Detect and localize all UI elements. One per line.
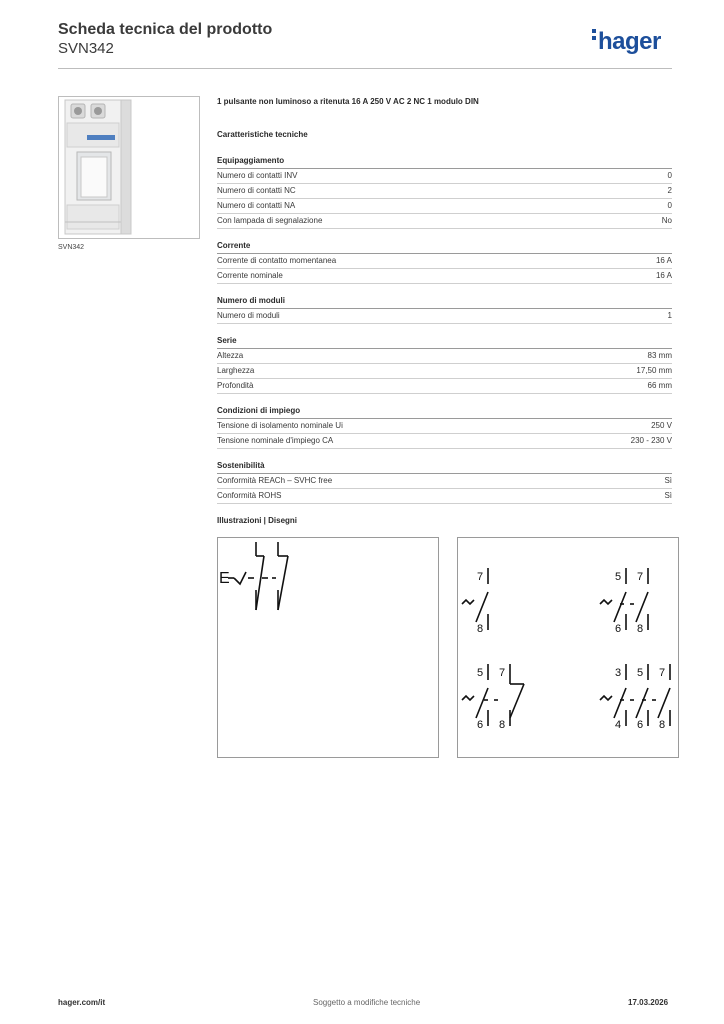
pushbutton-symbol-icon — [218, 538, 438, 757]
product-description: 1 pulsante non luminoso a ritenuta 16 A 250 V AC 2 NC 1 modulo DIN — [217, 97, 479, 106]
spec-group-title: Equipaggiamento — [217, 154, 672, 169]
spec-label: Numero di contatti NA — [217, 201, 296, 210]
spec-row — [217, 309, 672, 324]
terminal-label: 5 — [615, 571, 622, 583]
spec-row — [217, 364, 672, 379]
spec-label: Larghezza — [217, 366, 255, 375]
contact-diagrams — [457, 537, 679, 758]
spec-value: No — [661, 216, 672, 225]
spec-label: Conformità REACh – SVHC free — [217, 476, 333, 485]
terminal-label: 8 — [659, 719, 666, 731]
specs-heading: Caratteristiche tecniche — [217, 130, 308, 139]
spec-row — [217, 184, 672, 199]
spec-label: Numero di moduli — [217, 311, 280, 320]
terminal-label: 5 — [477, 667, 484, 679]
spec-value: 230 - 230 V — [630, 436, 672, 445]
spec-row — [217, 419, 672, 434]
spec-label: Numero di contatti NC — [217, 186, 296, 195]
footer-note: Soggetto a modifiche tecniche — [313, 998, 421, 1007]
terminal-label: 5 — [637, 667, 644, 679]
spec-label: Altezza — [217, 351, 244, 360]
spec-table — [217, 154, 672, 504]
spec-value: 16 A — [655, 271, 672, 280]
symbol-diagram — [217, 537, 439, 758]
logo-text: hager — [598, 28, 661, 55]
header-divider — [58, 68, 672, 69]
spec-value: 0 — [667, 171, 672, 180]
spec-row — [217, 349, 672, 364]
modular-pushbutton-icon — [59, 97, 199, 238]
image-caption: SVN342 — [58, 244, 85, 251]
spec-value: 250 V — [651, 421, 672, 430]
spec-row — [217, 214, 672, 229]
terminal-label: 7 — [499, 667, 506, 679]
spec-value: Sì — [664, 476, 672, 485]
spec-label: Tensione nominale d'impiego CA — [217, 436, 334, 445]
spec-group-title: Sostenibilità — [217, 459, 672, 474]
spec-row — [217, 489, 672, 504]
spec-label: Conformità ROHS — [217, 491, 282, 500]
logo-dots-icon — [592, 29, 596, 43]
spec-row — [217, 169, 672, 184]
spec-group-title: Corrente — [217, 239, 672, 254]
spec-label: Tensione di isolamento nominale Ui — [217, 421, 343, 430]
terminal-label: 8 — [637, 623, 644, 635]
terminal-label: 6 — [477, 719, 484, 731]
contact-schematics-icon — [458, 538, 678, 757]
terminal-label: 4 — [615, 719, 622, 731]
spec-value: 1 — [667, 311, 672, 320]
terminal-label: 6 — [615, 623, 622, 635]
product-image — [58, 96, 200, 239]
terminal-label: 8 — [499, 719, 506, 731]
spec-label: Profondità — [217, 381, 254, 390]
spec-label: Corrente nominale — [217, 271, 283, 280]
illustrations-heading: Illustrazioni | Disegni — [217, 516, 298, 525]
spec-value: 66 mm — [647, 381, 672, 390]
spec-value: 83 mm — [647, 351, 672, 360]
spec-group-title: Condizioni di impiego — [217, 404, 672, 419]
spec-value: 0 — [667, 201, 672, 210]
terminal-label: 8 — [477, 623, 484, 635]
spec-row — [217, 434, 672, 449]
terminal-label: 6 — [637, 719, 644, 731]
footer-date: 17.03.2026 — [628, 998, 669, 1007]
spec-value: Sì — [664, 491, 672, 500]
spec-row — [217, 474, 672, 489]
spec-row — [217, 254, 672, 269]
spec-label: Numero di contatti INV — [217, 171, 298, 180]
spec-label: Corrente di contatto momentanea — [217, 256, 337, 265]
terminal-label: 7 — [477, 571, 484, 583]
spec-value: 17,50 mm — [636, 366, 672, 375]
spec-value: 16 A — [655, 256, 672, 265]
hager-logo — [592, 28, 661, 56]
footer-website-link[interactable]: hager.com/it — [58, 998, 106, 1007]
symbol-letter: E — [219, 570, 230, 587]
terminal-label: 7 — [659, 667, 666, 679]
spec-value: 2 — [667, 186, 672, 195]
spec-group-title: Serie — [217, 334, 672, 349]
spec-row — [217, 379, 672, 394]
spec-row — [217, 199, 672, 214]
terminal-label: 7 — [637, 571, 644, 583]
spec-label: Con lampada di segnalazione — [217, 216, 323, 225]
spec-group-title: Numero di moduli — [217, 294, 672, 309]
product-code: SVN342 — [58, 40, 114, 57]
spec-row — [217, 269, 672, 284]
terminal-label: 3 — [615, 667, 622, 679]
page-title: Scheda tecnica del prodotto — [58, 21, 273, 38]
